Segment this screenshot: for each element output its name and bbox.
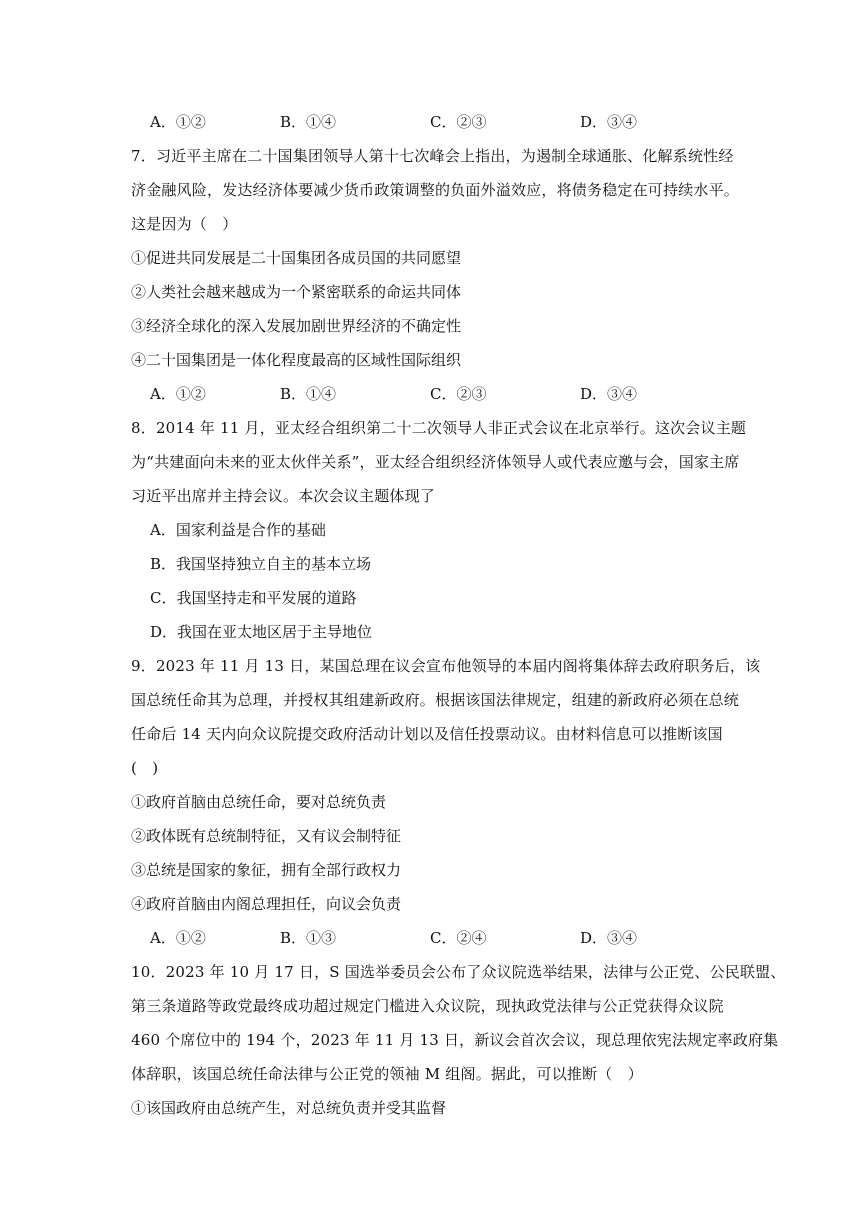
q10-stem-line-2: 第三条道路等政党最终成功超过规定门槛进入众议院，现执政党法律与公正党获得众议院 [131, 997, 724, 1015]
q8-stem-line-1: 8．2014 年 11 月，亚太经合组织第二十二次领导人非正式会议在北京举行。这次会议主题 [131, 419, 747, 437]
q6-option-a: A．①② [150, 113, 206, 131]
q9-stem-line-4: ( ) [131, 759, 159, 777]
q7-option-c: C．②③ [430, 385, 487, 403]
q9-item-1: ①政府首脑由总统任命，要对总统负责 [131, 793, 387, 811]
q9-item-3: ③总统是国家的象征，拥有全部行政权力 [131, 861, 402, 879]
q8-choice-b: B．我国坚持独立自主的基本立场 [150, 555, 372, 573]
q9-stem-line-1: 9．2023 年 11 月 13 日，某国总理在议会宣布他领导的本届内阁将集体辞去政府职务后，该 [131, 657, 761, 675]
q8-choice-c: C．我国坚持走和平发展的道路 [150, 589, 357, 607]
q9-option-c: C．②④ [430, 929, 487, 947]
q7-option-b: B．①④ [280, 385, 337, 403]
q7-option-a: A．①② [150, 385, 206, 403]
q6-option-b: B．①④ [280, 113, 337, 131]
q9-item-2: ②政体既有总统制特征，又有议会制特征 [131, 827, 402, 845]
q9-options [0, 928, 860, 948]
q6-options [0, 112, 860, 132]
q9-option-a: A．①② [150, 929, 206, 947]
q8-stem-line-2: 为“共建面向未来的亚太伙伴关系”，亚太经合组织经济体领导人或代表应邀与会，国家主席 [131, 453, 740, 471]
q8-choice-a: A．国家利益是合作的基础 [150, 521, 326, 539]
q6-option-d: D．③④ [580, 113, 638, 131]
q9-stem-line-2: 国总统任命其为总理，并授权其组建新政府。根据该国法律规定，组建的新政府必须在总统 [131, 691, 740, 709]
q7-option-d: D．③④ [580, 385, 638, 403]
q10-stem-line-3: 460 个席位中的 194 个，2023 年 11 月 13 日，新议会首次会议，现总理依宪法规定率政府集 [131, 1031, 779, 1049]
q7-options [0, 384, 860, 404]
q7-item-3: ③经济全球化的深入发展加剧世界经济的不确定性 [131, 317, 462, 335]
q7-stem-line-3: 这是因为（ ） [131, 215, 238, 233]
q7-stem-line-1: 7．习近平主席在二十国集团领导人第十七次峰会上指出，为遏制全球通胀、化解系统性经 [131, 147, 734, 165]
q7-item-1: ①促进共同发展是二十国集团各成员国的共同愿望 [131, 249, 462, 267]
q9-option-d: D．③④ [580, 929, 638, 947]
q10-stem-line-4: 体辞职，该国总统任命法律与公正党的领袖 M 组阁。据此，可以推断（ ） [131, 1065, 643, 1083]
q9-stem-line-3: 任命后 14 天内向众议院提交政府活动计划以及信任投票动议。由材料信息可以推断该国 [131, 725, 723, 743]
q7-item-2: ②人类社会越来越成为一个紧密联系的命运共同体 [131, 283, 462, 301]
q10-stem-line-1: 10．2023 年 10 月 17 日，S 国选举委员会公布了众议院选举结果，法律与公正党、公民联盟、 [131, 963, 786, 981]
q7-stem-line-2: 济金融风险，发达经济体要减少货币政策调整的负面外溢效应，将债务稳定在可持续水平。 [131, 181, 740, 199]
q9-option-b: B．①③ [280, 929, 337, 947]
q8-choice-d: D．我国在亚太地区居于主导地位 [150, 623, 373, 641]
q6-option-c: C．②③ [430, 113, 487, 131]
q9-item-4: ④政府首脑由内阁总理担任，向议会负责 [131, 895, 402, 913]
q8-stem-line-3: 习近平出席并主持会议。本次会议主题体现了 [131, 487, 436, 505]
q7-item-4: ④二十国集团是一体化程度最高的区域性国际组织 [131, 351, 462, 369]
q10-item-1: ①该国政府由总统产生，对总统负责并受其监督 [131, 1099, 447, 1117]
